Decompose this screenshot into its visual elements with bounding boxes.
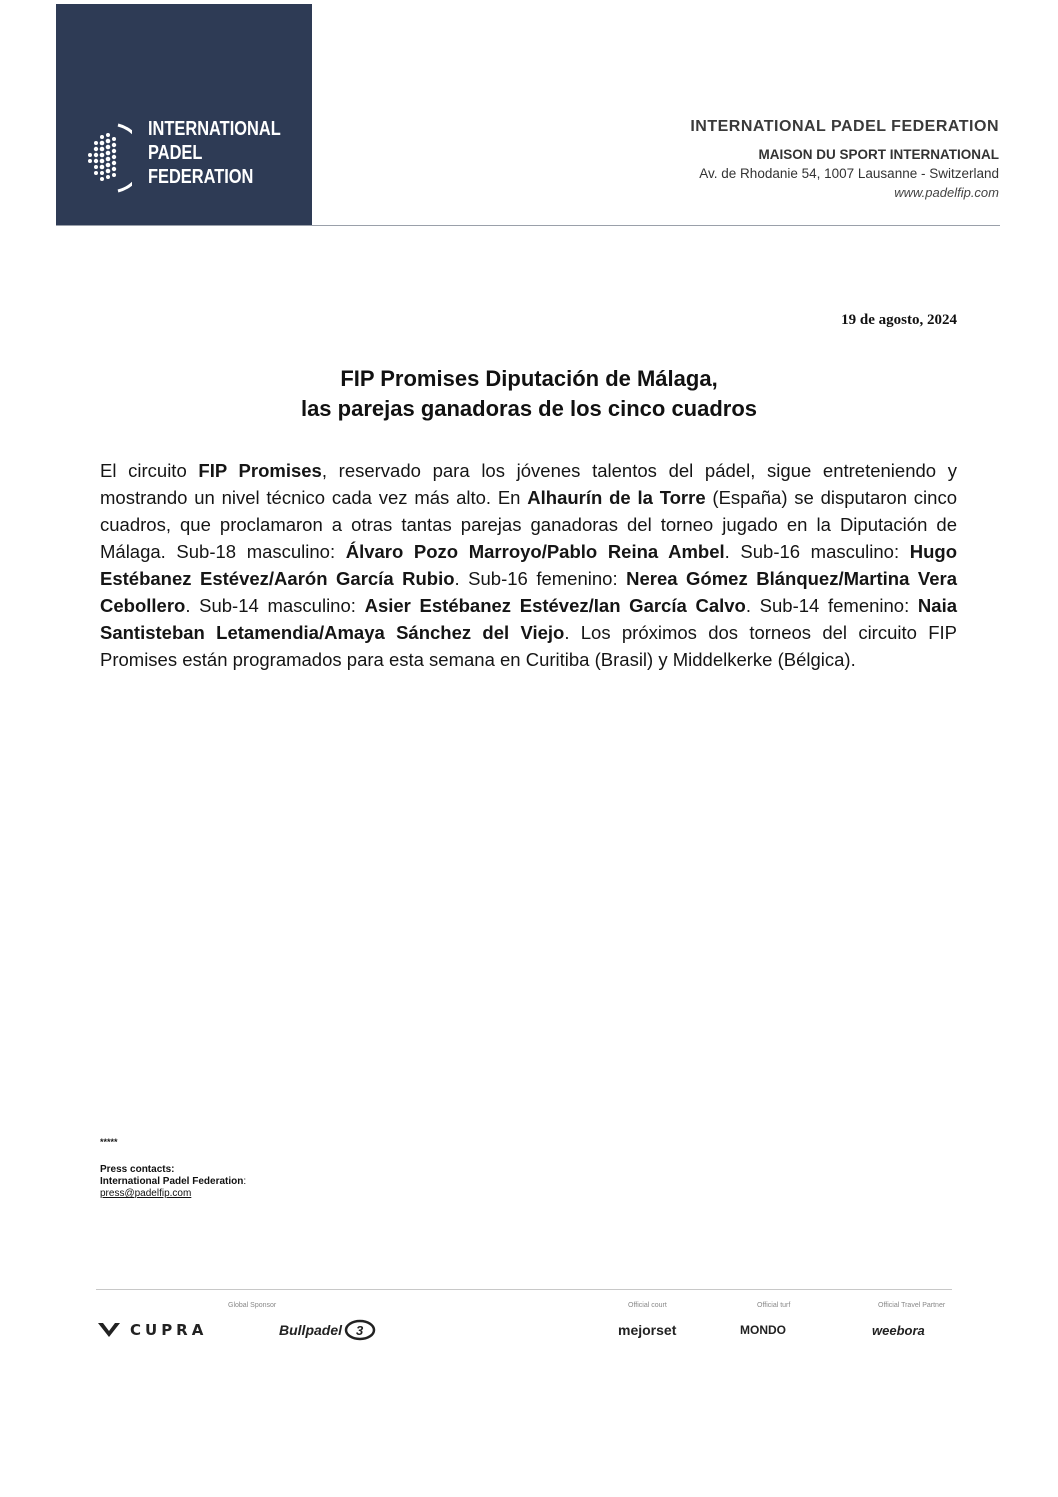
press-contacts-org: International Padel Federation bbox=[100, 1176, 244, 1187]
body-text-1: El circuito bbox=[100, 460, 199, 481]
separator-stars: ***** bbox=[100, 1137, 118, 1147]
body-text-6: . Sub-14 masculino: bbox=[185, 595, 365, 616]
document-date: 19 de agosto, 2024 bbox=[841, 312, 957, 328]
logo-line-3: FEDERATION bbox=[148, 166, 254, 188]
cupra-wordmark: CUPRA bbox=[130, 1321, 208, 1339]
press-contacts-colon: : bbox=[243, 1176, 247, 1187]
title-line-2: las parejas ganadoras de los cinco cuadros bbox=[300, 396, 758, 421]
body-bold-sub18-m: Álvaro Pozo Marroyo/Pablo Reina Ambel bbox=[345, 541, 725, 562]
press-email-link[interactable]: press@padelfip.com bbox=[100, 1188, 192, 1199]
cupra-emblem-icon bbox=[98, 1323, 120, 1337]
body-text-4: . Sub-16 masculino: bbox=[724, 541, 910, 562]
address-line-2: Av. de Rhodanie 54, 1007 Lausanne - Switzerland bbox=[699, 166, 999, 181]
svg-text:3: 3 bbox=[356, 1323, 364, 1338]
org-address-block bbox=[690, 118, 999, 202]
body-text-5: . Sub-16 femenino: bbox=[454, 568, 627, 589]
body-text-8: . Los próximos dos torneos del circuito FIP Promises están programados para esta semana en Curitiba (Brasil) y Middelkerke (Bélgica). bbox=[100, 622, 957, 670]
label-official-court: Official court bbox=[628, 1302, 667, 1309]
body-bold-sub16-f: Nerea Gómez Blánquez/Martina Vera Cebollero bbox=[100, 568, 957, 616]
body-bold-sub14-f: Naia Santisteban Letamendia/Amaya Sánchez del Viejo bbox=[100, 595, 957, 643]
website-link[interactable]: www.padelfip.com bbox=[894, 185, 999, 200]
body-bold-location: Alhaurín de la Torre bbox=[527, 487, 706, 508]
federation-logo-text bbox=[148, 117, 281, 189]
document-title bbox=[100, 364, 958, 424]
body-text-7: . Sub-14 femenino: bbox=[745, 595, 918, 616]
body-text-3: (España) se disputaron cinco cuadros, que proclamaron a otras tantas parejas ganadoras del torneo jugado en la Diputación de Málaga. Sub-18 masculino: bbox=[100, 487, 957, 562]
federation-logo-block bbox=[56, 4, 312, 225]
logo-line-2: PADEL bbox=[148, 142, 203, 164]
footer-divider bbox=[96, 1289, 952, 1290]
cupra-sponsor-logo bbox=[98, 1315, 207, 1345]
body-bold-sub14-m: Asier Estébanez Estévez/Ian García Calvo bbox=[364, 595, 746, 616]
logo-line-1: INTERNATIONAL bbox=[148, 118, 281, 140]
org-name: INTERNATIONAL PADEL FEDERATION bbox=[690, 118, 999, 135]
body-bold-fip-promises: FIP Promises bbox=[198, 460, 322, 481]
label-official-travel: Official Travel Partner bbox=[878, 1302, 946, 1309]
body-bold-sub16-m: Hugo Estébanez Estévez/Aarón García Rubio bbox=[100, 541, 957, 589]
press-contacts-heading: Press contacts: bbox=[100, 1164, 175, 1175]
title-line-1: FIP Promises Diputación de Málaga, bbox=[340, 366, 718, 391]
bullpadel-wordmark: Bullpadel bbox=[279, 1322, 343, 1338]
bullpadel-sponsor-logo bbox=[279, 1315, 376, 1345]
body-text-2: , reservado para los jóvenes talentos del pádel, sigue entreteniendo y mostrando un nivel técnico cada vez más alto. En bbox=[100, 460, 958, 508]
label-official-turf: Official turf bbox=[757, 1302, 791, 1309]
body-paragraph bbox=[100, 457, 957, 673]
press-contacts bbox=[100, 1164, 246, 1200]
address-line-1: MAISON DU SPORT INTERNATIONAL bbox=[758, 147, 999, 162]
mondo-sponsor-logo: MONDO bbox=[740, 1323, 786, 1337]
weebora-sponsor-logo: weebora bbox=[872, 1322, 925, 1338]
bullpadel-emblem-icon bbox=[344, 1319, 376, 1341]
mejorset-sponsor-logo: mejorset bbox=[618, 1322, 677, 1338]
label-global-sponsor: Global Sponsor bbox=[228, 1302, 277, 1309]
padel-ball-logo-icon bbox=[84, 117, 132, 197]
header-divider bbox=[56, 225, 1000, 226]
